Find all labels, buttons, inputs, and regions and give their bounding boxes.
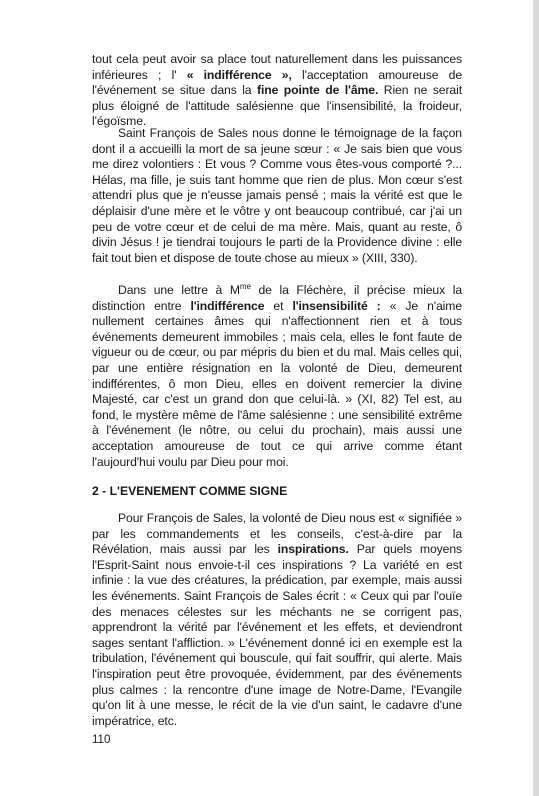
paragraph-1	[92, 52, 462, 130]
bold-text: fine pointe de l'âme.	[257, 83, 379, 98]
bold-text: l'indifférence	[190, 298, 265, 313]
text: Par quels moyens l'Esprit-Saint nous envoie-t-il ces inspirations ? La variété en est infinie : la vue des créatures, la prédication, par exemple, mais aussi les événements. Saint François de Sales écrit : « Ceux qui par l'ouïe des menaces célestes sur les méchants ne se corrigent pas, apprendront la vérité par l'événement et les effets, et deviendront sages sentant l'affliction. » L'événement donné ici en exemple est la tribulation, l'événement qui bouscule, qui fait souffrir, qui alerte. Mais l'inspiration peut être provoquée, évidemment, par des événements plus calmes : la rencontre d'une image de Notre-Dame, l'Evangile qu'on lit à une messe, le récit de la vie d'un saint, le cadavre d'une impératrice, etc.	[92, 542, 462, 728]
paragraph-2	[92, 126, 462, 266]
text: tout cela peut avoir sa place tout naturellement dans les puissances inférieures ; l'	[92, 52, 462, 82]
text: et	[264, 298, 293, 313]
text: « Je n'aime nullement certaines âmes qui n'affectionnent rien et à tous événements demeurent immobiles ; mais cela, elles le font faute de vigueur ou de cœur, ou par mépris du bien et du mal. Mais celles qui, par une entière résignation en la volonté de Dieu, demeurent indifférentes, ô mon Dieu, elles en doivent remercier la divine Majesté, car c'est un grand don que celui-là. » (XI, 82) Tel est, au fond, le mystère même de l'âme salésienne : une sensibilité extrême à l'événement (le nôtre, ou celui du prochain), mais aussi une acceptation amoureuse de tout ce qui arrive comme étant l'aujourd'hui voulu par Dieu pour moi.	[92, 298, 463, 469]
paragraph-3	[92, 283, 462, 470]
text: Saint François de Sales nous donne le témoignage de la façon dont il a accueilli la mort de sa jeune sœur : « Je sais bien que vous me direz volontiers : Et vous ? Comme vous êtes-vous comporté ?... Hélas, ma fille, je suis tant homme que rien de plus. Mon cœur s'est attendri plus que je n'eusse jamais pensé ; mais la vérité est que le déplaisir d'une mère et le vôtre y ont beaucoup contribué, car j'ai un peu de votre cœur et de celui de ma mère. Mais, quant au reste, ô divin Jésus ! je tiendrai toujours le parti de la Providence divine : elle fait tout bien et dispose de toute chose au mieux » (XIII, 330).	[92, 126, 462, 265]
page-number: 110	[92, 734, 111, 746]
section-heading: 2 - L'EVENEMENT COMME SIGNE	[92, 484, 288, 498]
text: de la Fléchère, il précise mieux la distinction entre	[92, 283, 462, 313]
superscript: me	[239, 281, 251, 291]
text: l'acceptation amoureuse de l'événement se situe dans la	[92, 67, 462, 98]
text: Pour François de Sales, la volonté de Dieu nous est « signifiée » par les commandements et les conseils, c'est-à-dire par la Révélation, mais aussi par les	[92, 511, 462, 557]
paragraph-4	[92, 511, 462, 729]
page-edge	[533, 0, 539, 796]
bold-text: l'insensibilité :	[292, 298, 381, 313]
bold-text: « indifférence »,	[186, 67, 292, 82]
text: Rien ne serait plus éloigné de l'attitude salésienne que l'insensibilité, la froideur, l'égoïsme.	[92, 83, 462, 129]
bold-text: inspirations.	[277, 542, 349, 557]
text: Dans une lettre à M	[118, 283, 240, 297]
